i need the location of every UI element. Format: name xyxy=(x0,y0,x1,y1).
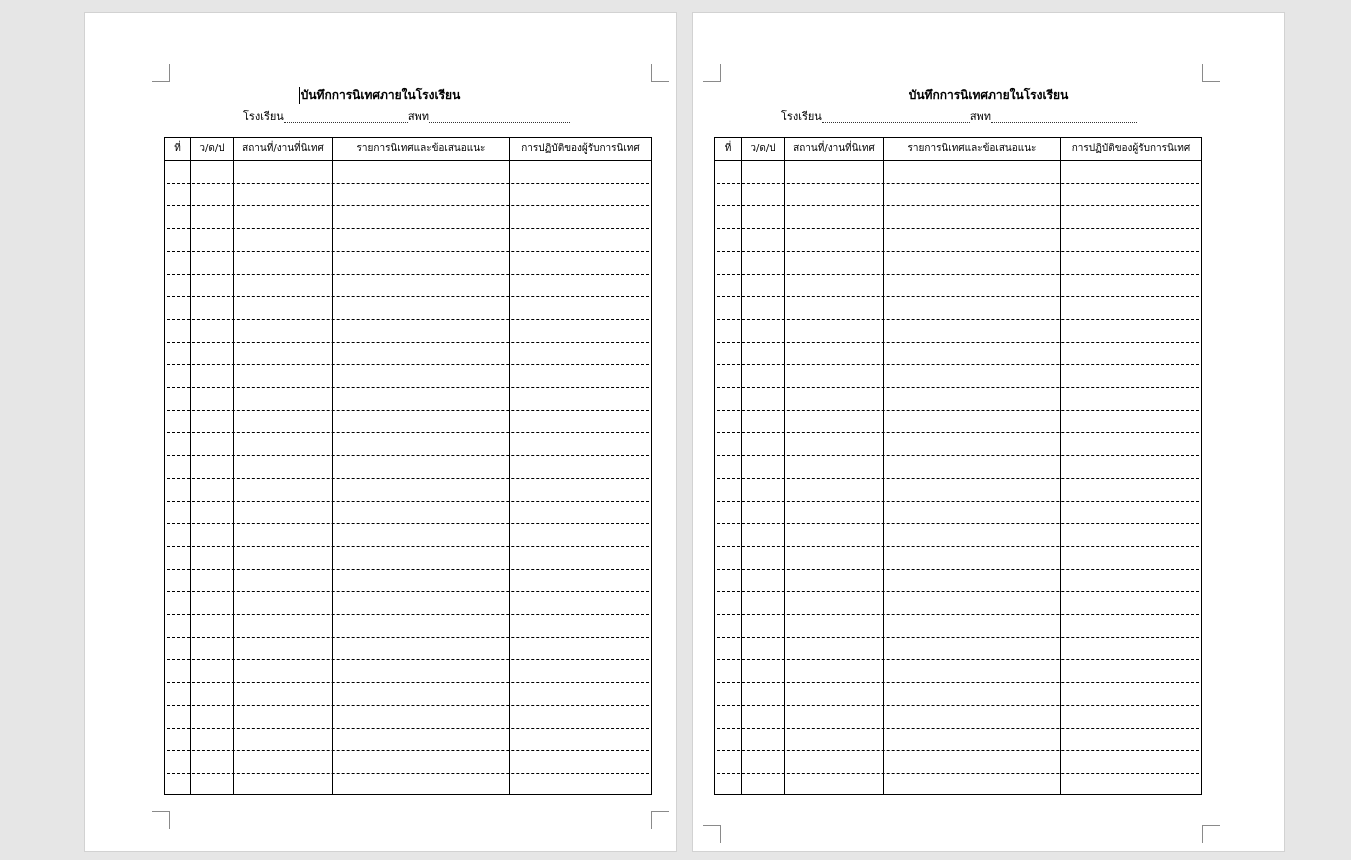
school-field-line xyxy=(243,107,570,125)
table-body xyxy=(165,161,651,794)
table-row-line xyxy=(717,432,1199,433)
table-row-line xyxy=(717,569,1199,570)
table-row-line xyxy=(167,682,649,683)
table-row-line xyxy=(717,342,1199,343)
table-row-line xyxy=(717,728,1199,729)
table-row-line xyxy=(167,432,649,433)
column-header-items: รายการนิเทศและข้อเสนอแนะ xyxy=(883,138,1060,160)
table-row-line xyxy=(167,478,649,479)
table-row-line xyxy=(717,659,1199,660)
office-blank xyxy=(429,110,570,123)
table-row-line xyxy=(717,455,1199,456)
office-blank xyxy=(991,110,1137,123)
table-row-line xyxy=(167,523,649,524)
table-row-line xyxy=(167,501,649,502)
document-page-2[interactable] xyxy=(692,12,1285,852)
table-row-line xyxy=(167,659,649,660)
column-header-place: สถานที่/งานที่นิเทศ xyxy=(233,138,332,160)
page-title xyxy=(85,86,676,105)
table-header xyxy=(715,138,1201,161)
column-header-no: ที่ xyxy=(174,143,181,154)
table-row-line xyxy=(717,773,1199,774)
column-header-practice: การปฏิบัติของผู้รับการนิเทศ xyxy=(1060,138,1201,160)
page-title-text: บันทึกการนิเทศภายในโรงเรียน xyxy=(908,88,1069,102)
table-row-line xyxy=(167,274,649,275)
table-row-line xyxy=(717,614,1199,615)
table-row-line xyxy=(167,569,649,570)
crop-mark xyxy=(703,825,721,843)
supervision-table xyxy=(714,137,1202,795)
supervision-table xyxy=(164,137,652,795)
crop-mark xyxy=(703,64,721,82)
table-row-line xyxy=(717,410,1199,411)
table-row-line xyxy=(717,319,1199,320)
table-row-line xyxy=(717,478,1199,479)
table-row-line xyxy=(167,773,649,774)
page-title-text: บันทึกการนิเทศภายในโรงเรียน xyxy=(300,88,461,102)
table-row-line xyxy=(717,546,1199,547)
table-row-line xyxy=(167,410,649,411)
table-row-line xyxy=(717,296,1199,297)
table-row-line xyxy=(167,342,649,343)
table-row-line xyxy=(717,183,1199,184)
column-header-practice: การปฏิบัติของผู้รับการนิเทศ xyxy=(509,138,651,160)
crop-mark xyxy=(1202,64,1220,82)
column-header-no: ที่ xyxy=(724,143,732,154)
table-row-line xyxy=(717,205,1199,206)
school-blank xyxy=(284,110,408,123)
crop-mark xyxy=(651,811,669,829)
page-title xyxy=(693,86,1284,105)
column-header-place: สถานที่/งานที่นิเทศ xyxy=(784,138,883,160)
office-label: สพท xyxy=(407,110,430,123)
table-row-line xyxy=(167,455,649,456)
table-row-line xyxy=(717,228,1199,229)
column-header-date: ว/ด/ป xyxy=(190,138,233,160)
table-row-line xyxy=(717,591,1199,592)
table-row-line xyxy=(717,750,1199,751)
table-row-line xyxy=(717,637,1199,638)
table-row-line xyxy=(167,228,649,229)
school-field-line xyxy=(781,107,1137,125)
table-row-line xyxy=(167,205,649,206)
crop-mark xyxy=(651,64,669,82)
table-body xyxy=(715,161,1201,794)
column-header-date: ว/ด/ป xyxy=(741,138,784,160)
table-row-line xyxy=(717,387,1199,388)
table-row-line xyxy=(167,614,649,615)
crop-mark xyxy=(152,64,170,82)
table-row-line xyxy=(167,387,649,388)
table-row-line xyxy=(167,546,649,547)
table-row-line xyxy=(167,637,649,638)
office-label: สพท xyxy=(969,110,992,123)
school-label: โรงเรียน xyxy=(243,110,284,123)
table-row-line xyxy=(167,296,649,297)
table-row-line xyxy=(717,682,1199,683)
table-row-line xyxy=(167,364,649,365)
table-row-line xyxy=(717,705,1199,706)
table-row-line xyxy=(167,705,649,706)
table-row-line xyxy=(167,319,649,320)
table-header xyxy=(165,138,651,161)
table-row-line xyxy=(717,274,1199,275)
table-row-line xyxy=(717,364,1199,365)
table-row-line xyxy=(717,251,1199,252)
table-row-line xyxy=(167,728,649,729)
table-row-line xyxy=(167,251,649,252)
table-row-line xyxy=(717,523,1199,524)
school-blank xyxy=(822,110,970,123)
table-row-line xyxy=(167,750,649,751)
crop-mark xyxy=(1202,825,1220,843)
table-row-line xyxy=(167,183,649,184)
table-row-line xyxy=(167,591,649,592)
document-page-1[interactable] xyxy=(84,12,677,852)
crop-mark xyxy=(152,811,170,829)
column-header-items: รายการนิเทศและข้อเสนอแนะ xyxy=(332,138,509,160)
school-label: โรงเรียน xyxy=(781,110,822,123)
table-row-line xyxy=(717,501,1199,502)
text-cursor xyxy=(299,87,300,104)
